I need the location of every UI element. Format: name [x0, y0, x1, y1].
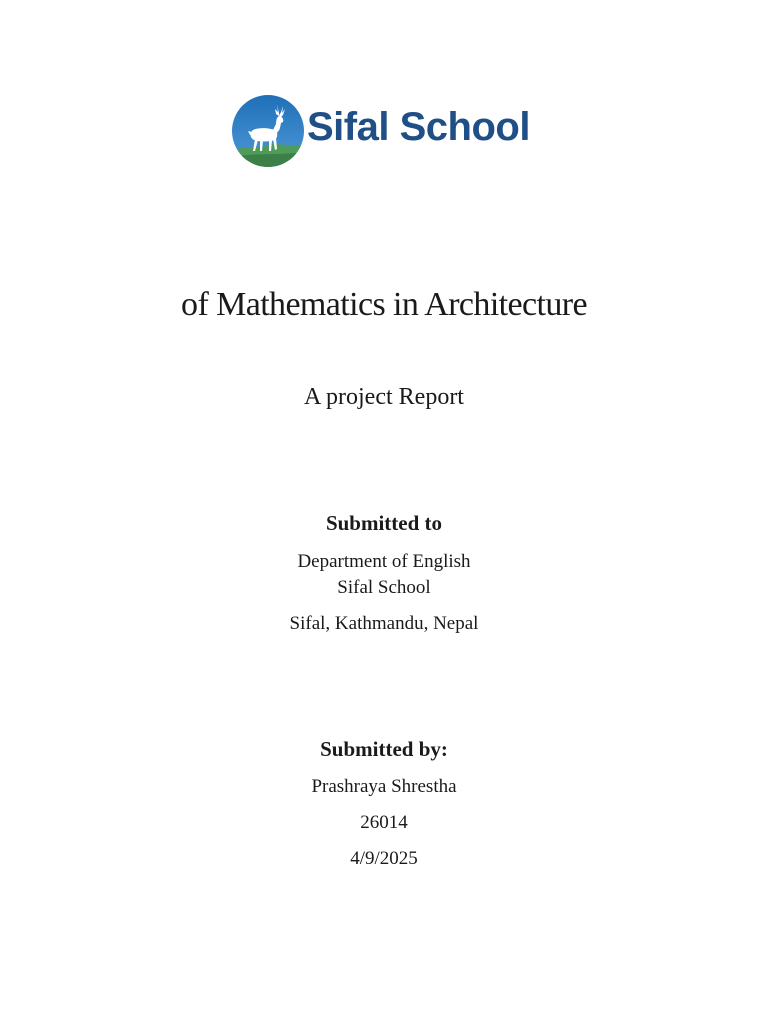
address-line: Sifal, Kathmandu, Nepal: [289, 613, 479, 634]
author-name: Prashraya Shrestha: [311, 776, 457, 797]
submitted-to-heading: Submitted to: [325, 511, 443, 535]
report-title: of Mathematics in Architecture: [181, 286, 587, 323]
school-logo: [231, 92, 541, 170]
submitted-by-heading: Submitted by:: [320, 737, 448, 761]
department-line: Department of English: [297, 551, 471, 572]
school-line: Sifal School: [337, 577, 431, 598]
submission-date: 4/9/2025: [350, 848, 418, 869]
deer-emblem-icon: [231, 94, 305, 168]
logo-wordmark: Sifal School: [307, 105, 530, 149]
author-id: 26014: [360, 812, 408, 833]
report-subtitle: A project Report: [304, 384, 464, 410]
